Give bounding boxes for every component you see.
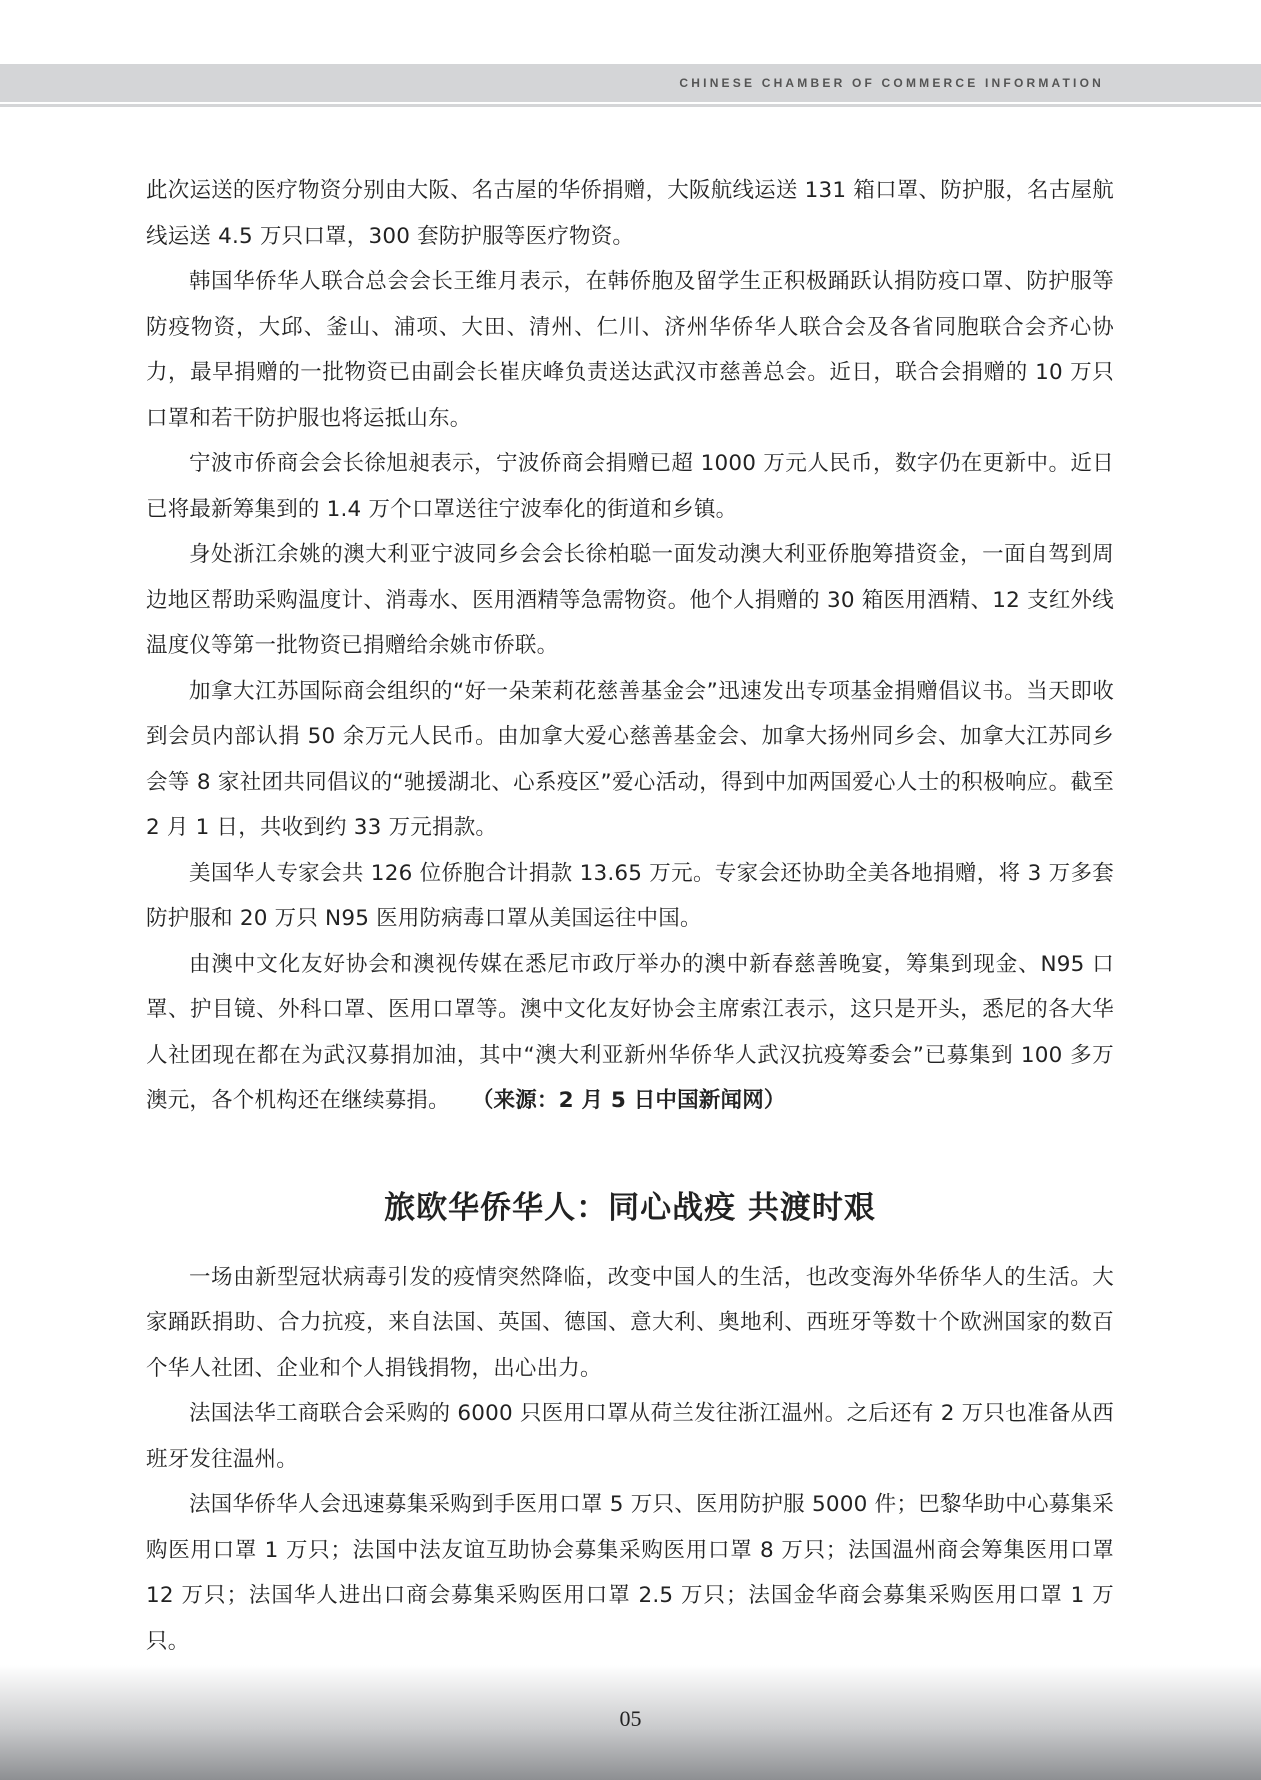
page-number: 05 [619, 1706, 642, 1731]
article2-paragraph-2: 法国法华工商联合会采购的 6000 只医用口罩从荷兰发往浙江温州。之后还有 2 万只也准备从西班牙发往温州。 [146, 1401, 1114, 1472]
article1-paragraph-6: 美国华人专家会共 126 位侨胞合计捐款 13.65 万元。专家会还协助全美各地捐赠，将 3 万多套防护服和 20 万只 N95 医用防病毒口罩从美国运往中国。 [146, 860, 1114, 931]
page-content [146, 168, 1114, 1664]
article1-paragraph-4: 身处浙江余姚的澳大利亚宁波同乡会会长徐柏聪一面发动澳大利亚侨胞筹措资金，一面自驾到周边地区帮助采购温度计、消毒水、医用酒精等急需物资。他个人捐赠的 30 箱医用酒精、12 支红外线温度仪等第一批物资已捐赠给余姚市侨联。 [146, 542, 1114, 658]
article1-paragraph-7 [146, 942, 1114, 1124]
article2-paragraph-1: 一场由新型冠状病毒引发的疫情突然降临，改变中国人的生活，也改变海外华侨华人的生活。大家踊跃捐助、合力抗疫，来自法国、英国、德国、意大利、奥地利、西班牙等数十个欧洲国家的数百个华人社团、企业和个人捐钱捐物，出心出力。 [146, 1264, 1114, 1381]
article2-title: 旅欧华侨华人：同心战疫 共渡时艰 [384, 1189, 876, 1226]
article1-paragraph-2: 韩国华侨华人联合总会会长王维月表示，在韩侨胞及留学生正积极踊跃认捐防疫口罩、防护服等防疫物资，大邱、釜山、浦项、大田、清州、仁川、济州华侨华人联合会及各省同胞联合会齐心协力，最早捐赠的一批物资已由副会长崔庆峰负责送达武汉市慈善总会。近日，联合会捐赠的 10 万只口罩和若干防护服也将运抵山东。 [146, 269, 1114, 431]
article1-paragraph-1: 此次运送的医疗物资分别由大阪、名古屋的华侨捐赠，大阪航线运送 131 箱口罩、防护服，名古屋航线运送 4.5 万只口罩，300 套防护服等医疗物资。 [146, 178, 1114, 249]
article1-paragraph-5: 加拿大江苏国际商会组织的“好一朵茉莉花慈善基金会”迅速发出专项基金捐赠倡议书。当天即收到会员内部认捐 50 余万元人民币。由加拿大爱心慈善基金会、加拿大扬州同乡会、加拿大江苏同乡会等 8 家社团共同倡议的“驰援湖北、心系疫区”爱心活动，得到中加两国爱心人士的积极响应。截至 2 月 1 日，共收到约 33 万元捐款。 [146, 678, 1114, 840]
header-divider [0, 104, 1261, 107]
article1-paragraph-7-text: 由澳中文化友好协会和澳视传媒在悉尼市政厅举办的澳中新春慈善晚宴，筹集到现金、N95 口罩、护目镜、外科口罩、医用口罩等。澳中文化友好协会主席索江表示，这只是开头，悉尼的各大华人社团现在都在为武汉募捐加油，其中“澳大利亚新州华侨华人武汉抗疫筹委会”已募集到 100 多万澳元，各个机构还在继续募捐。 [146, 951, 1114, 1113]
article1-paragraph-3: 宁波市侨商会会长徐旭昶表示，宁波侨商会捐赠已超 1000 万元人民币，数字仍在更新中。近日已将最新筹集到的 1.4 万个口罩送往宁波奉化的街道和乡镇。 [146, 451, 1114, 522]
article2-paragraph-3: 法国华侨华人会迅速募集采购到手医用口罩 5 万只、医用防护服 5000 件；巴黎华助中心募集采购医用口罩 1 万只；法国中法友谊互助协会募集采购医用口罩 8 万只；法国温州商会筹集医用口罩 12 万只；法国华人进出口商会募集采购医用口罩 2.5 万只；法国金华商会募集采购医用口罩 1 万只。 [146, 1492, 1114, 1654]
header-title: CHINESE CHAMBER OF COMMERCE INFORMATION [679, 76, 1104, 90]
article1-source: （来源：2 月 5 日中国新闻网） [471, 1088, 786, 1113]
